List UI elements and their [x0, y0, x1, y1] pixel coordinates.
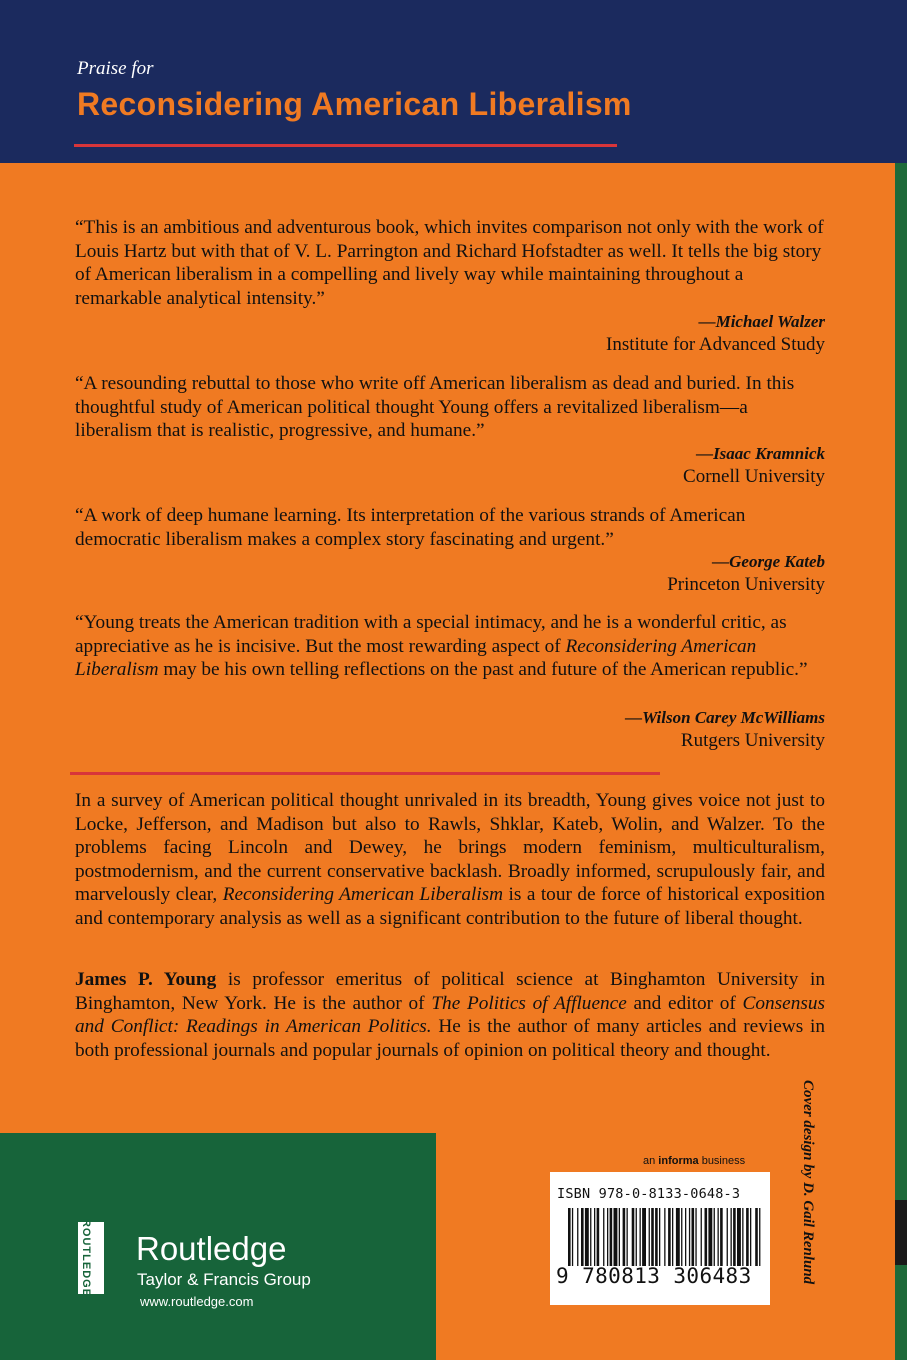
section-divider: [70, 772, 660, 775]
routledge-logo-text: ROUTLEDGE: [80, 1218, 92, 1298]
blurb-name-1: —Michael Walzer: [698, 312, 825, 331]
blurb-institution-1: Institute for Advanced Study: [606, 334, 825, 355]
book-description: In a survey of American political thought unrivaled in its breadth, Young gives voice not just to Locke, Jefferson, and Madison but also to Rawls, Shklar, Kateb, Wolin, and Walzer. To the problems facing Lincoln and Dewey, he brings modern feminism, multiculturalism, postmodernism, and the current conservative backlash. Broadly informed, scrupulously fair, and marvelously clear, Reconsidering American Liberalism is a tour de force of historical exposition and contemporary analysis as well as a significant contribution to the future of liberal thought.: [75, 790, 825, 929]
title-divider: [74, 144, 617, 147]
blurb-name-2: —Isaac Kramnick: [696, 444, 825, 463]
blurb-quote-3: “A work of deep humane learning. Its interpretation of the various strands of American democratic liberalism makes a complex story fascinating and urgent.”: [75, 505, 746, 550]
author-bio: James P. Young is professor emeritus of political science at Binghamton University in Binghamton, New York. He is the author of The Politics of Affluence and editor of Consensus and Conflict: Readings in American Politics. He is the author of many articles and reviews in both professional journals and popular journals of opinion on political theory and thought.: [75, 969, 826, 1061]
header-band: [0, 0, 907, 163]
isbn-label: ISBN 978-0-8133-0648-3: [557, 1186, 741, 1202]
informa-tagline: an informa business: [643, 1155, 746, 1167]
blurb-institution-3: Princeton University: [667, 574, 825, 595]
book-title: Reconsidering American Liberalism: [77, 86, 632, 122]
spine-edge-mark: [895, 1200, 907, 1265]
blurb-quote-1: “This is an ambitious and adventurous book, which invites comparison not only with the work of Louis Hartz but with that of V. L. Parrington and Richard Hofstadter as well. It tells the big story of American liberalism in a compelling and lively way while maintaining throughout a remarkable analytical intensity.”: [75, 217, 824, 309]
blurb-institution-2: Cornell University: [683, 466, 825, 487]
cover-design-credit: Cover design by D. Gail Renlund: [800, 1080, 816, 1285]
praise-label: Praise for: [77, 58, 154, 79]
publisher-url: www.routledge.com: [140, 1294, 254, 1309]
publisher-name: Routledge: [136, 1230, 287, 1267]
blurb-institution-4: Rutgers University: [680, 730, 825, 751]
blurb-name-4: —Wilson Carey McWilliams: [625, 708, 825, 727]
barcode-digits: 9 780813 306483: [556, 1264, 752, 1288]
barcode-icon: [568, 1208, 763, 1266]
blurb-quote-4: “Young treats the American tradition with a special intimacy, and he is a wonderful critic, as appreciative as he is incisive. But the most rewarding aspect of Reconsidering American Liberalism may be his own telling reflections on the past and future of the American republic.”: [75, 612, 808, 680]
publisher-group: Taylor & Francis Group: [137, 1270, 311, 1289]
blurb-name-3: —George Kateb: [712, 552, 825, 571]
spine-edge-strip: [895, 163, 907, 1360]
blurb-quote-2: “A resounding rebuttal to those who write off American liberalism as dead and buried. In this thoughtful study of American political thought Young offers a revitalized liberalism—a liberalism that is realistic, progressive, and humane.”: [75, 373, 795, 441]
